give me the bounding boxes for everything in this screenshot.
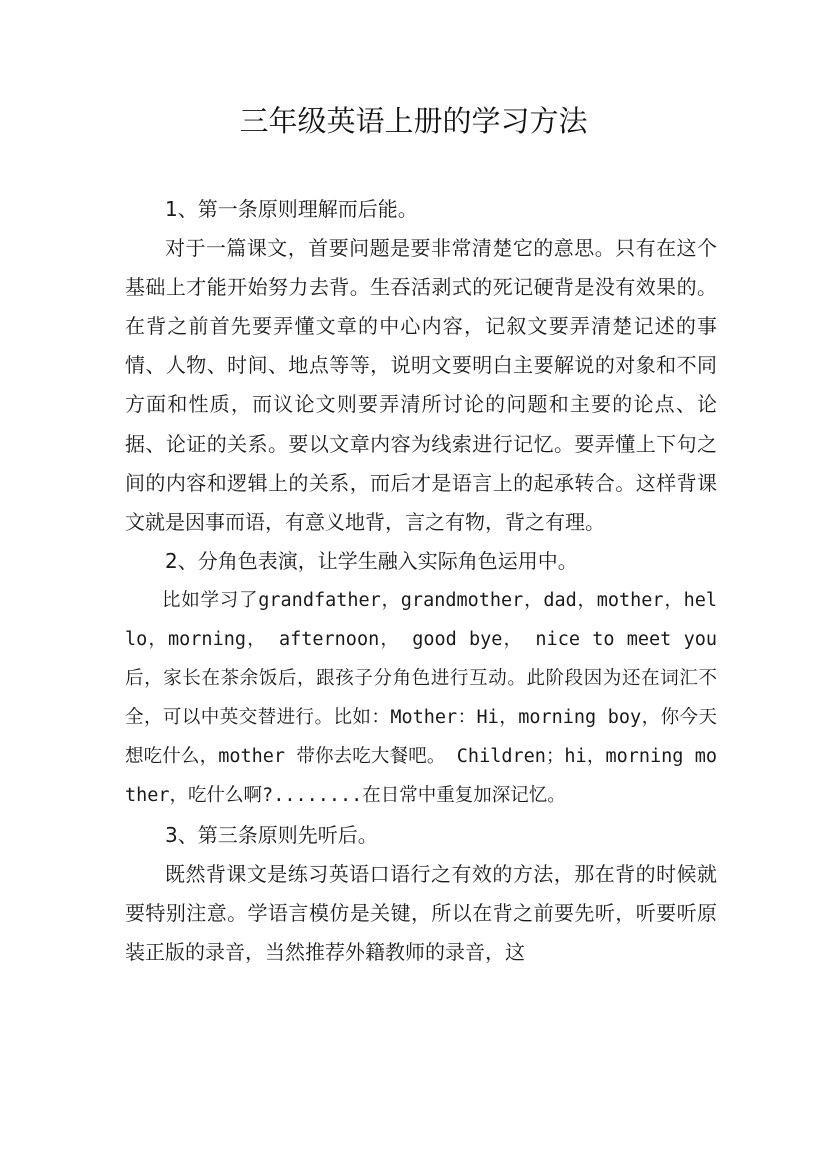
- section-heading-3: 3、第三条原则先听后。: [165, 822, 378, 847]
- paragraph-understanding: 对于一篇课文，首要问题是要非常清楚它的意思。只有在这个基础上才能开始努力去背。生吞活剥式的死记硬背是没有效果的。在背之前首先要弄懂文章的中心内容，记叙文要弄清楚记述的事情、人物、时间、地点等等，说明文要明白主要解说的对象和不同方面和性质，而议论文则要弄清所讨论的问题和主要的论点、论据、论证的关系。要以文章内容为线索进行记忆。要弄懂上下句之间的内容和逻辑上的关系，而后才是语言上的起承转合。这样背课文就是因事而语，有意义地背，言之有物，背之有理。: [125, 236, 717, 534]
- paragraph-role-play: 比如学习了grandfather，grandmother，dad，mother，hello，morning， afternoon， good bye， nice to meet you 后，家长在茶余饭后，跟孩子分角色进行互动。此阶段因为还在词汇不全，可以中英交替进行。比如：Mother：Hi，morning boy，你今天想吃什么，mother 带你去吃大餐吧。 Children；hi，morning mother，吃什么啊?........在日常中重复加深记忆。: [125, 589, 717, 807]
- document-body: [125, 190, 717, 972]
- paragraph-listening: 既然背课文是练习英语口语行之有效的方法，那在背的时候就要特别注意。学语言模仿是关键，所以在背之前要先听，听要听原装正版的录音，当然推荐外籍教师的录音，这: [125, 861, 717, 964]
- section-heading-1: 1、第一条原则理解而后能。: [165, 197, 418, 221]
- section-heading-2: 2、分角色表演，让学生融入实际角色运用中。: [165, 548, 578, 573]
- document-title: 三年级英语上册的学习方法: [239, 104, 588, 138]
